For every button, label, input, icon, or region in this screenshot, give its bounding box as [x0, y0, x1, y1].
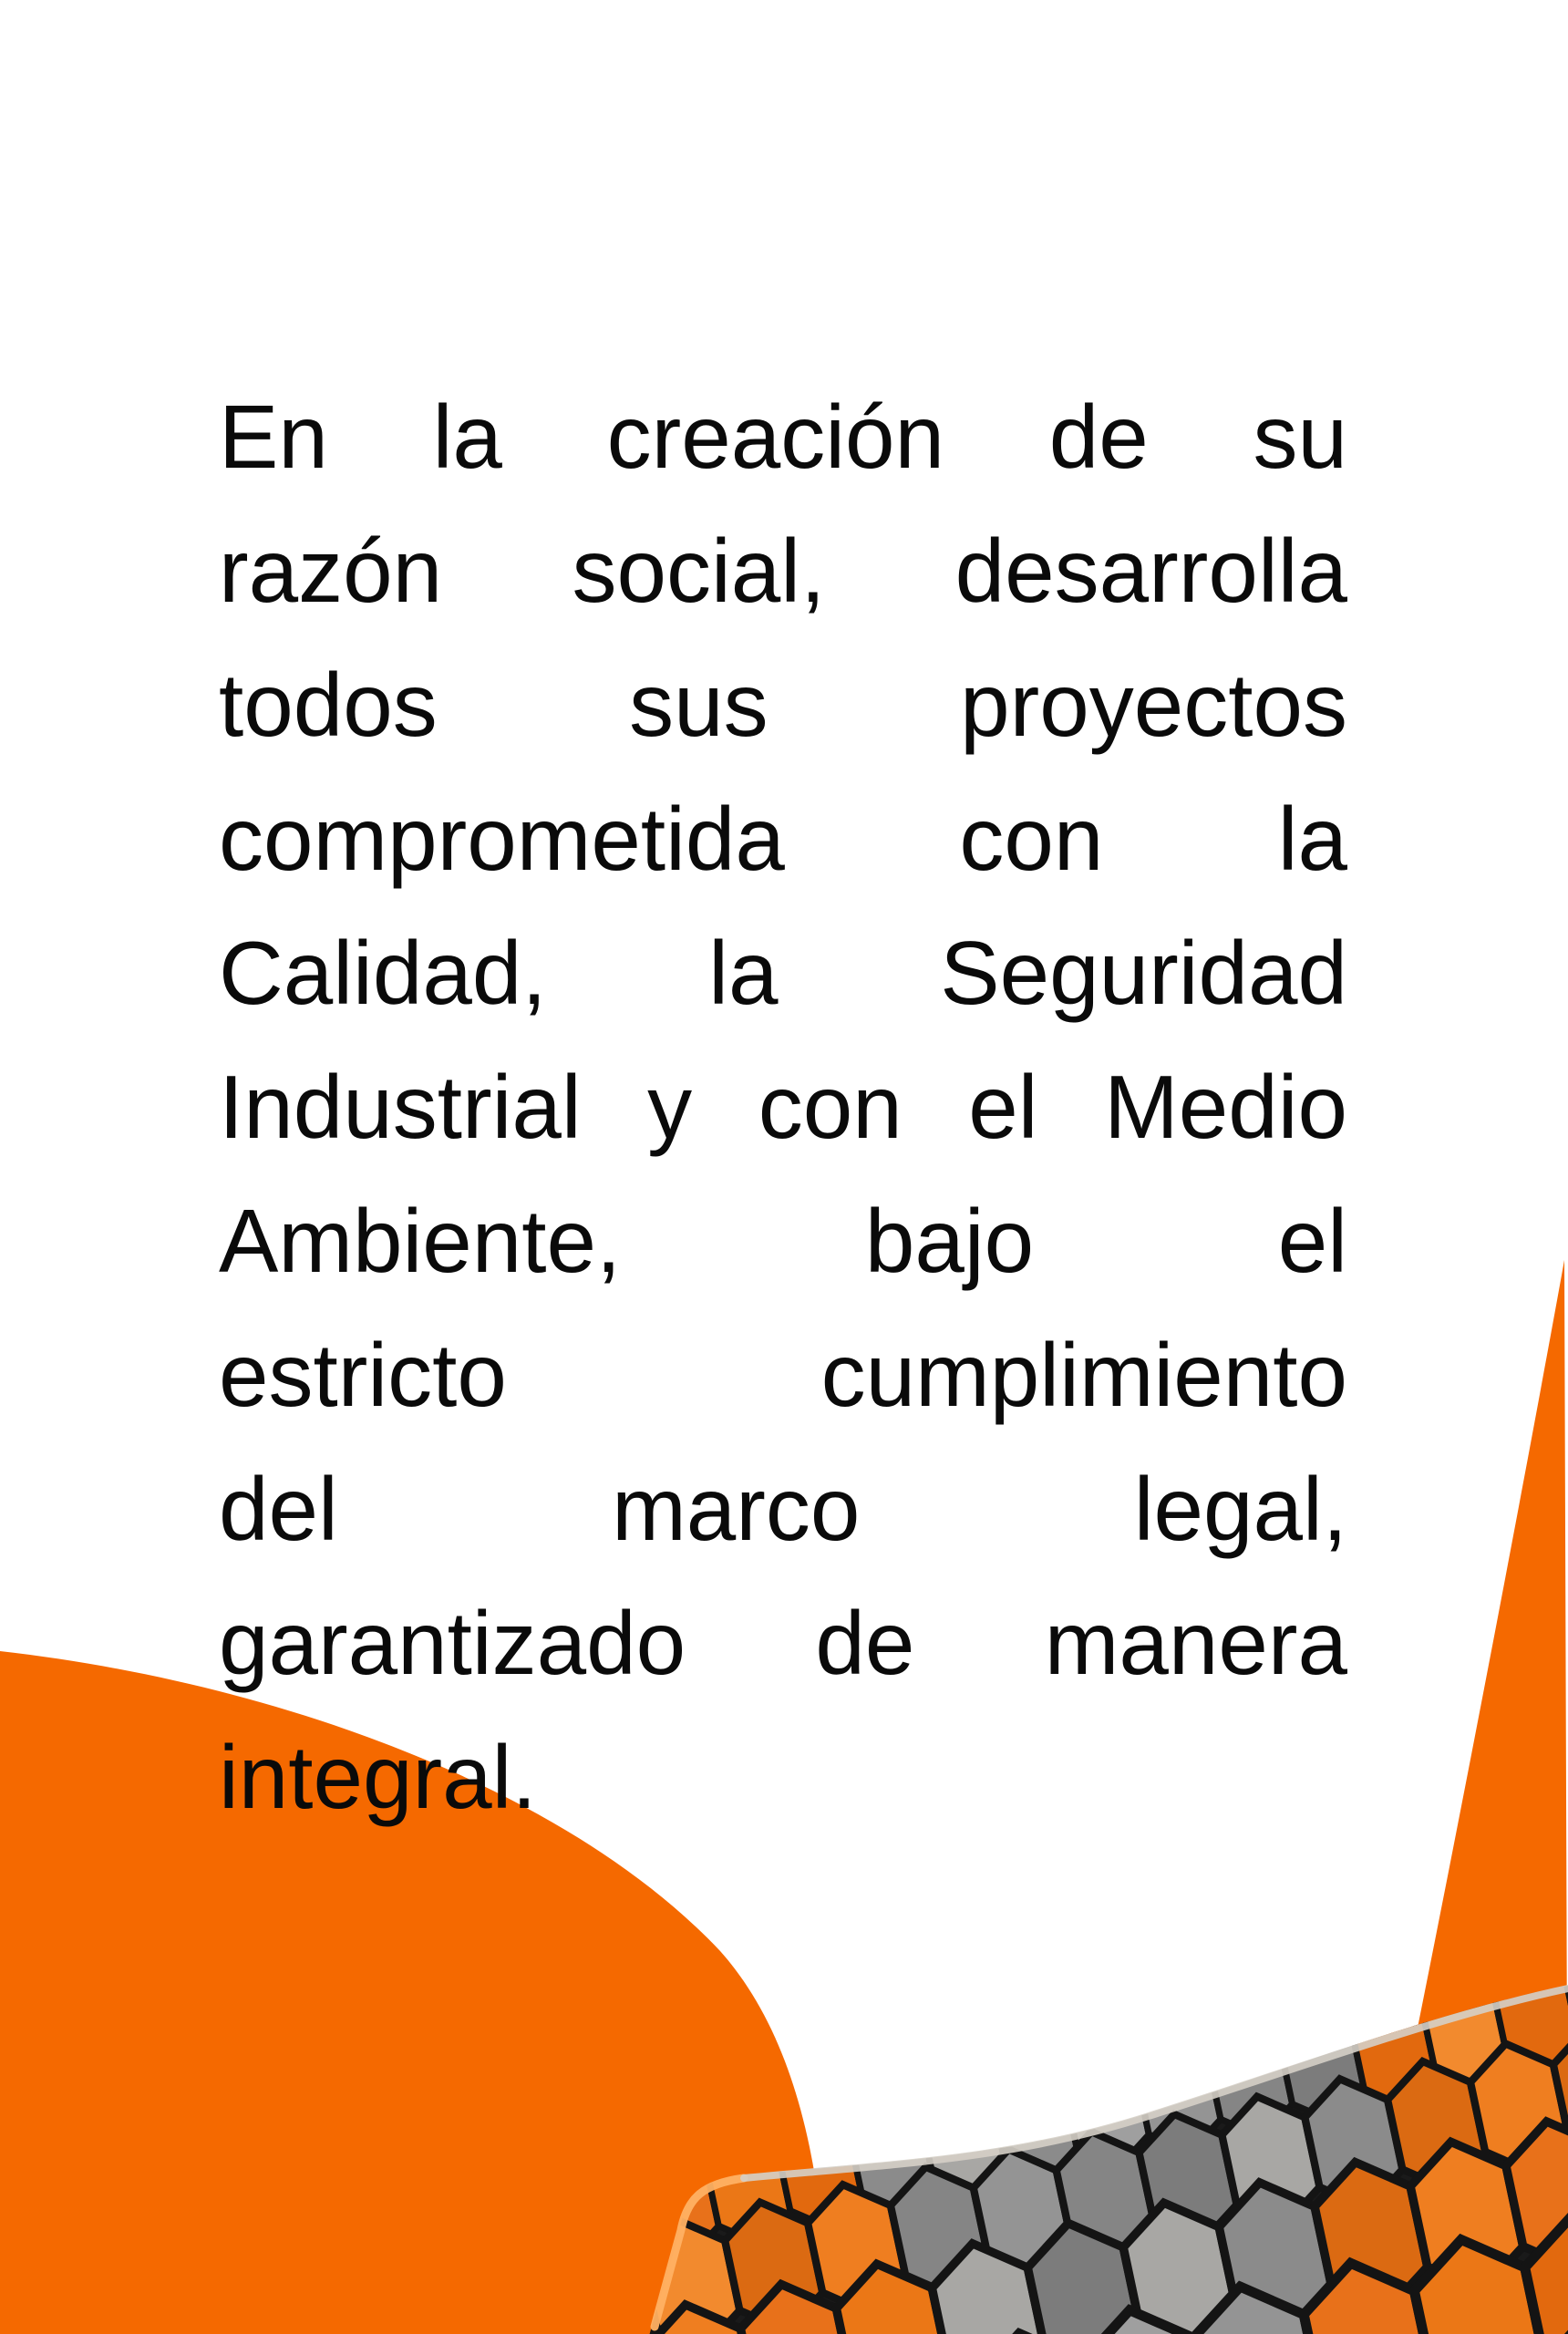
honeycomb-cell: [823, 1988, 887, 2072]
honeycomb-cell: [1305, 1941, 1378, 2038]
honeycomb-cell: [1150, 1871, 1205, 1944]
honeycomb-cell: [1197, 1861, 1252, 1933]
honeycomb-cell: [1200, 1908, 1264, 1992]
text-line: estricto cumplimiento: [219, 1325, 1347, 1425]
honeycomb-cell: [1290, 1841, 1345, 1913]
honeycomb-cell: [872, 1930, 926, 2002]
honeycomb-cell: [871, 2033, 944, 2130]
honeycomb-cell: [1243, 1851, 1298, 1924]
honeycomb-cell: [933, 2020, 1006, 2117]
honeycomb-cell: [1057, 1890, 1112, 1962]
text-line: Calidad, la Seguridad: [219, 923, 1347, 1023]
text-line: comprometida con la: [219, 789, 1347, 889]
honeycomb-cell: [1181, 1967, 1254, 2064]
honeycomb-cell: [1104, 1880, 1159, 1952]
body-paragraph: [219, 370, 1347, 1844]
honeycomb-cell: [809, 2047, 882, 2143]
honeycomb-cell: [825, 1940, 880, 2012]
honeycomb-cell: [995, 2007, 1068, 2103]
text-line: del marco legal,: [219, 1459, 1347, 1559]
honeycomb-cell: [1146, 1919, 1210, 2003]
text-line: razón social, desarrolla: [219, 521, 1347, 621]
honeycomb-cell: [1253, 1896, 1317, 1980]
honeycomb-cell: [1038, 1942, 1102, 2026]
text-line: En la creación de su: [219, 387, 1347, 487]
text-line: Ambiente, bajo el: [219, 1191, 1347, 1291]
text-line: garantizado de manera: [219, 1593, 1347, 1693]
honeycomb-cell: [1119, 1980, 1192, 2077]
text-line: integral.: [219, 1727, 537, 1827]
honeycomb-cell: [931, 1966, 995, 2050]
honeycomb-cell: [1361, 1874, 1425, 1957]
honeycomb-cell: [1092, 1931, 1156, 2015]
honeycomb-cell: [1307, 1885, 1371, 1969]
honeycomb-cell: [965, 1910, 1019, 1982]
text-line: Industrial y con el Medio: [219, 1057, 1347, 1157]
honeycomb-cell: [1011, 1900, 1066, 1972]
honeycomb-cell: [877, 1977, 941, 2060]
text-line: todos sus proyectos: [219, 655, 1347, 755]
honeycomb-cell: [779, 1949, 833, 2021]
honeycomb-cell: [918, 1920, 973, 1992]
honeycomb-cell: [1243, 1954, 1316, 2050]
honeycomb-cell: [1057, 1994, 1130, 2091]
honeycomb-cell: [985, 1954, 1048, 2038]
